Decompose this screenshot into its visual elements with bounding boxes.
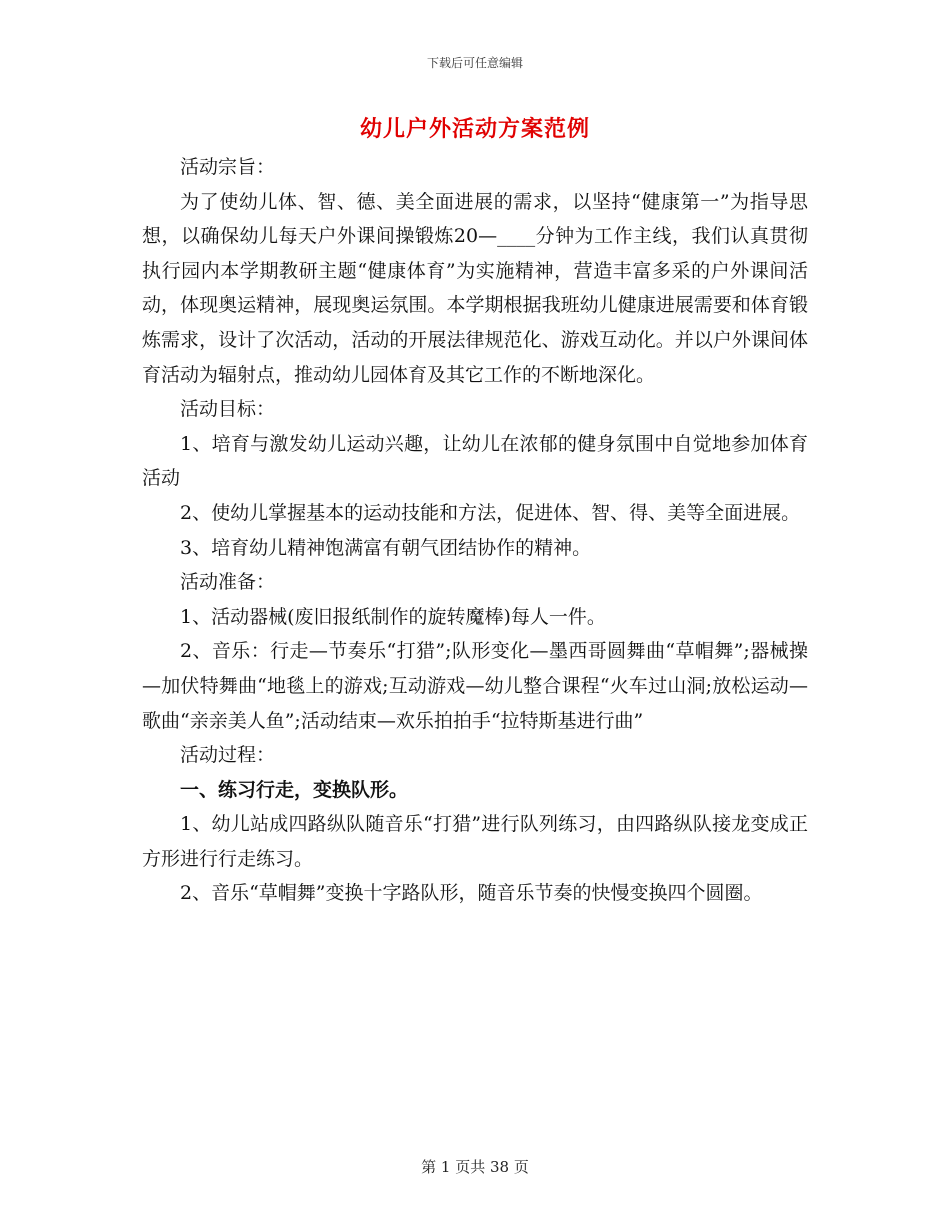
paragraph-goal-3: 3、培育幼儿精神饱满富有朝气团结协作的精神。 bbox=[180, 536, 592, 559]
document-body bbox=[142, 150, 808, 911]
page-footer-number: 第 1 页共 38 页 bbox=[421, 1158, 529, 1176]
paragraph-preparation-heading: 活动准备： bbox=[180, 571, 276, 594]
paragraph-purpose-text: 为了使幼儿体、智、德、美全面进展的需求，以坚持“健康第一”为指导思想，以确保幼儿每天户外课间操锻炼20—____分钟为工作主线，我们认真贯彻执行园内本学期教研主题“健康体育”为实施精神，营造丰富多采的户外课间活动，体现奥运精神，展现奥运氛围。本学期根据我班幼儿健康进展需要和体育锻炼需求，设计了次活动，活动的开展法律规范化、游戏互动化。并以户外课间体育活动为辐射点，推动幼儿园体育及其它工作的不断地深化。 bbox=[142, 190, 808, 386]
paragraph-section-1-heading: 一、练习行走，变换队形。 bbox=[180, 778, 409, 801]
paragraph-purpose-heading: 活动宗旨： bbox=[180, 156, 276, 178]
paragraph-process-2: 2、音乐“草帽舞”变换十字路队形，随音乐节奏的快慢变换四个圆圈。 bbox=[180, 882, 763, 905]
paragraph-goals-heading: 活动目标： bbox=[180, 398, 276, 421]
paragraph-preparation-2: 2、音乐：行走—节奏乐“打猎”;队形变化—墨西哥圆舞曲“草帽舞”;器械操—加伏特舞曲“地毯上的游戏;互动游戏—幼儿整合课程“火车过山洞;放松运动—歌曲“亲亲美人鱼”;活动结束—欢乐拍拍手“拉特斯基进行曲” bbox=[142, 640, 808, 732]
paragraph-process-heading: 活动过程： bbox=[180, 744, 276, 767]
paragraph-goal-2: 2、使幼儿掌握基本的运动技能和方法，促进体、智、得、美等全面进展。 bbox=[180, 501, 801, 524]
paragraph-goal-1: 1、培育与激发幼儿运动兴趣，让幼儿在浓郁的健身氛围中自觉地参加体育活动 bbox=[142, 432, 808, 490]
document-title: 幼儿户外活动方案范例 bbox=[359, 116, 590, 142]
page-header-note: 下载后可任意编辑 bbox=[426, 56, 523, 70]
paragraph-preparation-1: 1、活动器械(废旧报纸制作的旋转魔棒)每人一件。 bbox=[180, 605, 606, 628]
paragraph-process-1: 1、幼儿站成四路纵队随音乐“打猎”进行队列练习，由四路纵队接龙变成正方形进行行走练习。 bbox=[142, 813, 808, 870]
